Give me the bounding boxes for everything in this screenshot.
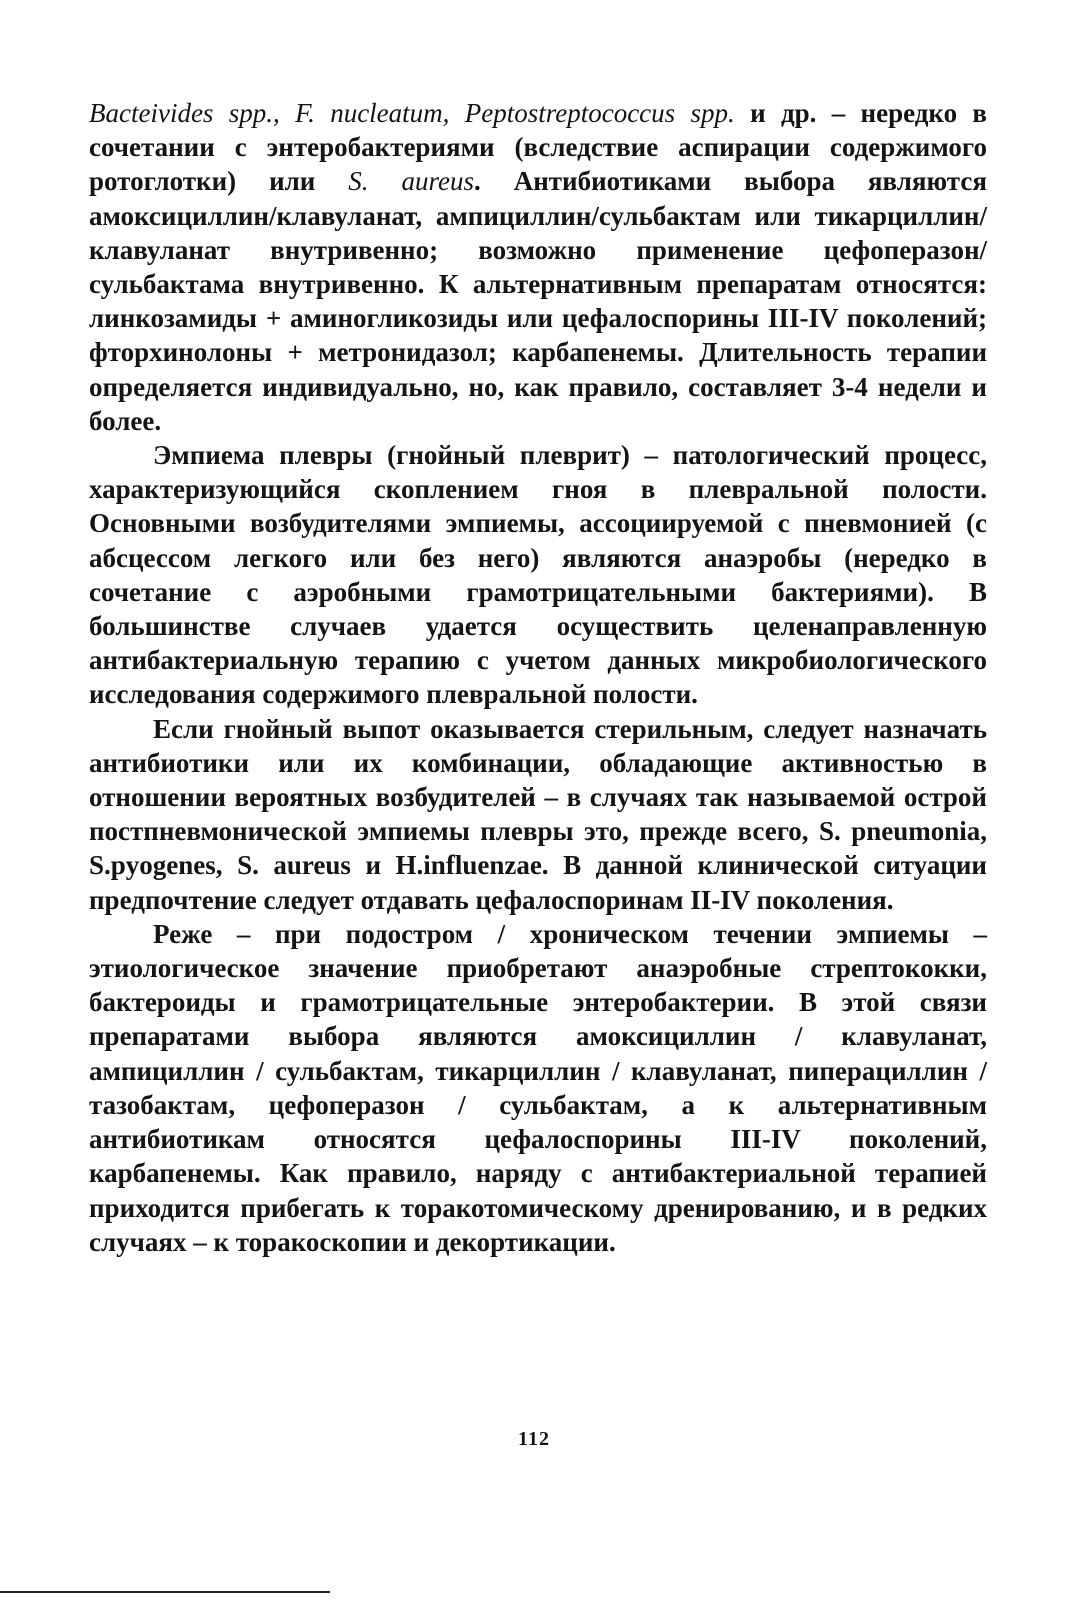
- body-text: [89, 96, 987, 1259]
- text-segment: . Антибиотиками выбора являются амоксициллин/клавуланат, ампициллин/сульбактам или тикарциллин/клавуланат внутривенно; возможно применение цефоперазон/сульбактама внутривенно. К альтернативным препаратам относятся: линкозамиды + аминогликозиды или цефалоспорины III-IV поколений; фторхинолоны + метронидазол; карбапенемы. Длительность терапии определяется индивидуально, но, как правило, составляет 3-4 недели и более.: [89, 166, 987, 436]
- text-segment: Реже – при подостром / хроническом течении эмпиемы – этиологическое значение приобретают анаэробные стрептококки, бактероиды и грамотрицательные энтеробактерии. В этой связи препаратами выбора являются амоксициллин / клавуланат, ампициллин / сульбактам, тикарциллин / клавуланат, пиперациллин / тазобактам, цефоперазон / сульбактам, а к альтернативным антибиотикам относятся цефалоспорины III-IV поколений, карбапенемы. Как правило, наряду с антибактериальной терапией приходится прибегать к торакотомическому дренированию, и в редких случаях – к торакоскопии и декортикации.: [89, 918, 987, 1257]
- text-segment: Если гнойный выпот оказывается стерильным, следует назначать антибиотики или их комбинации, обладающие активностью в отношении вероятных возбудителей – в случаях так называемой острой постпневмонической эмпиемы плевры это, прежде всего, S. pneumonia, S.pyogenes, S. aureus и H.influenzae. В данной клинической ситуации предпочтение следует отдавать цефалоспоринам II-IV поколения.: [89, 713, 987, 915]
- scan-edge-rule: [0, 1591, 330, 1593]
- text-segment: и др. – нередко в сочетании с энтеробактериями (вследствие аспирации содержимого ротоглотки) или: [89, 98, 988, 197]
- paragraph-chronic-empyema: [89, 917, 987, 1259]
- paragraph-pleural-empyema-definition: [89, 438, 987, 712]
- paragraph-antibiotics-lung-abscess: [89, 96, 987, 438]
- paragraph-sterile-effusion: [89, 712, 987, 917]
- page-number: 112: [518, 1428, 550, 1450]
- text-segment: Bacteivides spp., F. nucleatum, Peptostreptococcus spp.: [89, 98, 735, 128]
- text-segment: Эмпиема плевры (гнойный плеврит) – патологический процесс, характеризующийся скоплением гноя в плевральной полости. Основными возбудителями эмпиемы, ассоциируемой с пневмонией (с абсцессом легкого или без него) являются анаэробы (нередко в сочетание с аэробными грамотрицательными бактериями). В большинстве случаев удается осуществить целенаправленную антибактериальную терапию с учетом данных микробиологического исследования содержимого плевральной полости.: [89, 440, 987, 710]
- text-segment: S. aureus: [348, 166, 474, 197]
